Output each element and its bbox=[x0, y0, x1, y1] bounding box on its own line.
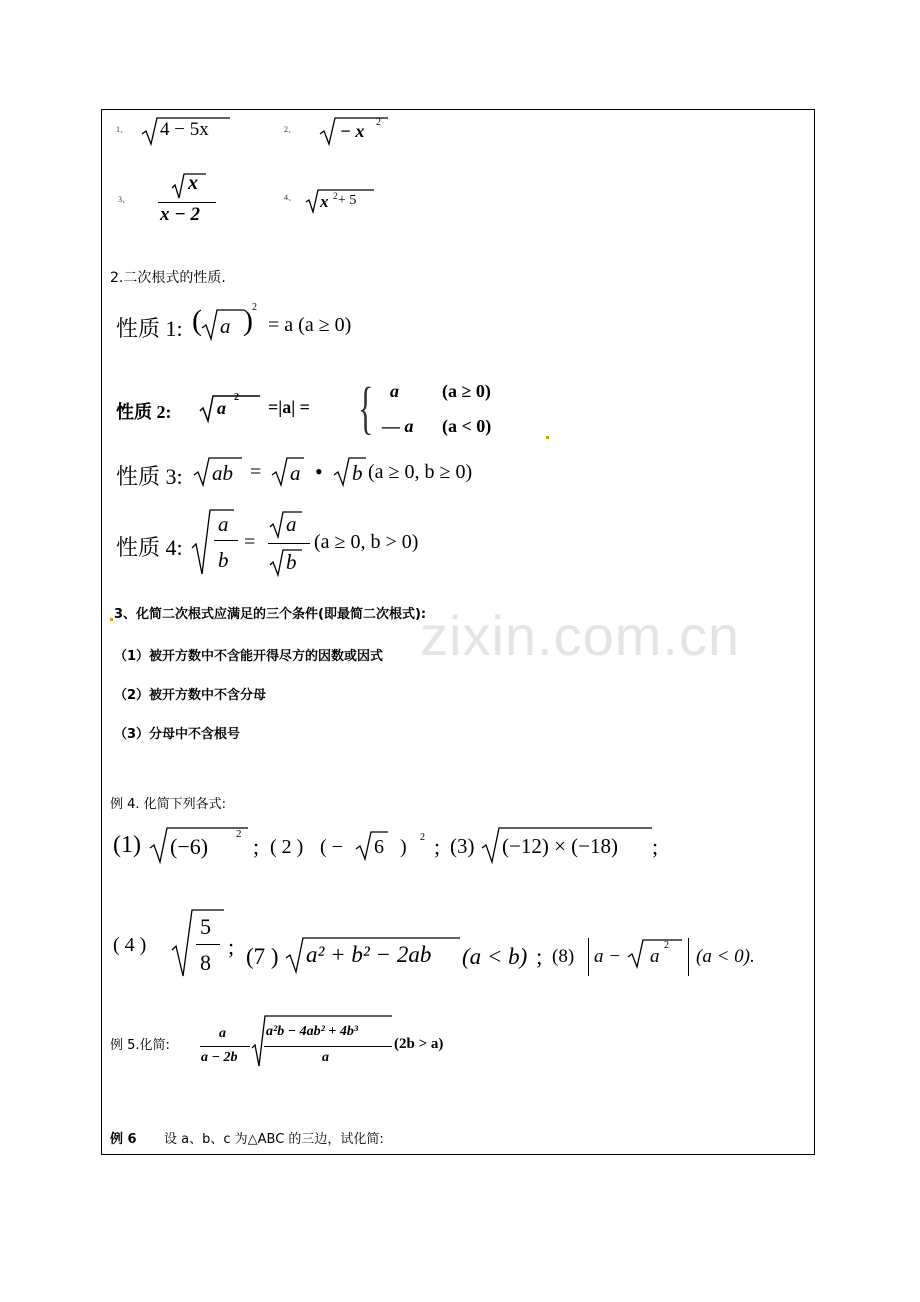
radicand-ab: ab bbox=[212, 461, 233, 485]
fraction-bar bbox=[200, 1046, 250, 1047]
separator: ; bbox=[434, 834, 441, 859]
expr-1-radicand: (−6) bbox=[170, 834, 209, 859]
rhs-denominator: b bbox=[286, 550, 297, 574]
case-1-value: a bbox=[390, 381, 399, 401]
plus-5: + 5 bbox=[338, 193, 357, 208]
denominator-x-2: x − 2 bbox=[160, 204, 201, 225]
condition-1: （1）被开方数中不含能开得尽方的因数或因式 bbox=[114, 649, 384, 664]
marker-dot bbox=[110, 618, 113, 621]
fraction-denominator: a − 2b bbox=[201, 1050, 238, 1065]
separator: ; bbox=[536, 944, 543, 969]
radicand-b: b bbox=[352, 461, 363, 485]
radicand-a: a bbox=[217, 398, 226, 418]
fraction-bar bbox=[214, 540, 238, 541]
case-1-condition: (a ≥ 0) bbox=[442, 381, 491, 401]
expr-8-radicand: a bbox=[650, 946, 660, 967]
condition-3: （3）分母中不含根号 bbox=[114, 727, 241, 742]
fraction-bar bbox=[158, 202, 216, 203]
expr-2-radicand: 6 bbox=[374, 836, 384, 858]
radical-sign bbox=[198, 394, 268, 424]
expr-4-denominator: 8 bbox=[200, 950, 211, 975]
abs-value-a: =|a| = bbox=[268, 397, 310, 417]
expr-1-number: (1) bbox=[113, 832, 141, 858]
expr-8-condition: (a < 0). bbox=[696, 946, 755, 967]
fraction-numerator: a bbox=[219, 1026, 226, 1041]
left-brace: { bbox=[358, 375, 374, 440]
expr-7-number: (7 ) bbox=[246, 944, 279, 969]
expr-4-number: ( 4 ) bbox=[113, 934, 147, 956]
property-2-label: 性质 2: bbox=[116, 402, 172, 422]
superscript: 2 bbox=[420, 832, 425, 843]
section-2-title: 2.二次根式的性质. bbox=[110, 270, 226, 286]
property-3-condition: (a ≥ 0, b ≥ 0) bbox=[368, 461, 473, 483]
section-3-title: 3、化简二次根式应满足的三个条件(即最简二次根式): bbox=[114, 607, 427, 622]
watermark: zixin.com.cn bbox=[420, 604, 741, 667]
superscript: 2 bbox=[234, 392, 239, 403]
rhs-numerator: a bbox=[286, 512, 297, 536]
property-3-label: 性质 3: bbox=[116, 464, 183, 489]
fraction-bar bbox=[264, 1046, 392, 1047]
expr-8-a: a − bbox=[594, 946, 622, 967]
expr-4-numerator: 5 bbox=[200, 914, 211, 939]
equals: = bbox=[250, 461, 262, 483]
superscript: 2 bbox=[664, 940, 669, 951]
superscript: 2 bbox=[333, 191, 338, 201]
radicand-4-5x: 4 − 5x bbox=[160, 119, 209, 140]
superscript: 2 bbox=[376, 117, 381, 128]
left-paren: ( bbox=[192, 304, 202, 337]
marker-dot bbox=[546, 436, 549, 439]
superscript: 2 bbox=[236, 828, 242, 840]
example-5-condition: (2b > a) bbox=[394, 1036, 444, 1052]
expr-2-open: ( − bbox=[320, 836, 343, 858]
expr-3-number: (3) bbox=[450, 834, 475, 858]
example-6-label: 例 6 bbox=[110, 1132, 137, 1147]
separator: ; bbox=[253, 834, 260, 859]
example-4-label: 例 4. 化简下列各式: bbox=[110, 797, 227, 812]
abs-bar-right bbox=[688, 938, 689, 976]
superscript: 2 bbox=[252, 302, 257, 313]
fraction-denominator: b bbox=[218, 548, 229, 572]
expr-2-close: ) bbox=[400, 836, 407, 858]
example-5-label: 例 5.化简: bbox=[110, 1038, 170, 1053]
case-2-condition: (a < 0) bbox=[442, 416, 492, 436]
item-number-3: 3、 bbox=[118, 195, 130, 204]
fraction-bar bbox=[268, 543, 310, 544]
expr-2-number: ( 2 ) bbox=[270, 836, 304, 858]
expr-7-radicand: a² + b² − 2ab bbox=[306, 942, 432, 967]
equals: = bbox=[244, 531, 256, 553]
expr-8-number: (8) bbox=[552, 946, 575, 967]
right-paren: ) bbox=[243, 304, 253, 337]
property-4-condition: (a ≥ 0, b > 0) bbox=[314, 531, 419, 553]
property-1-label: 性质 1: bbox=[116, 316, 183, 341]
radicand-numerator: a²b − 4ab² + 4b³ bbox=[266, 1024, 359, 1039]
fraction-bar bbox=[196, 944, 220, 945]
separator: ; bbox=[652, 834, 659, 859]
property-4-label: 性质 4: bbox=[116, 535, 183, 560]
item-number-2: 2、 bbox=[284, 125, 296, 134]
radical-sign bbox=[190, 508, 240, 578]
bullet-dot: • bbox=[315, 459, 323, 484]
example-6-text: 设 a、b、c 为△ABC 的三边，试化简: bbox=[164, 1132, 384, 1147]
radicand-x: x bbox=[188, 172, 198, 194]
expr-3-radicand: (−12) × (−18) bbox=[502, 834, 619, 858]
case-2-value: — a bbox=[382, 416, 414, 436]
radicand-neg-x: − x bbox=[340, 121, 365, 141]
condition-2: （2）被开方数中不含分母 bbox=[114, 688, 267, 703]
property-1-rhs: = a (a ≥ 0) bbox=[268, 314, 352, 336]
abs-bar-left bbox=[588, 938, 589, 976]
item-number-1: 1、 bbox=[116, 125, 128, 134]
separator: ; bbox=[228, 934, 235, 959]
radicand-denominator: a bbox=[322, 1050, 329, 1065]
content-frame bbox=[101, 109, 815, 1155]
item-number-4: 4、 bbox=[284, 193, 296, 202]
radicand-a: a bbox=[220, 314, 231, 338]
fraction-numerator: a bbox=[218, 512, 229, 536]
expr-7-condition: (a < b) bbox=[462, 944, 528, 969]
radicand-x: x bbox=[320, 192, 329, 211]
radicand-a: a bbox=[290, 461, 301, 485]
